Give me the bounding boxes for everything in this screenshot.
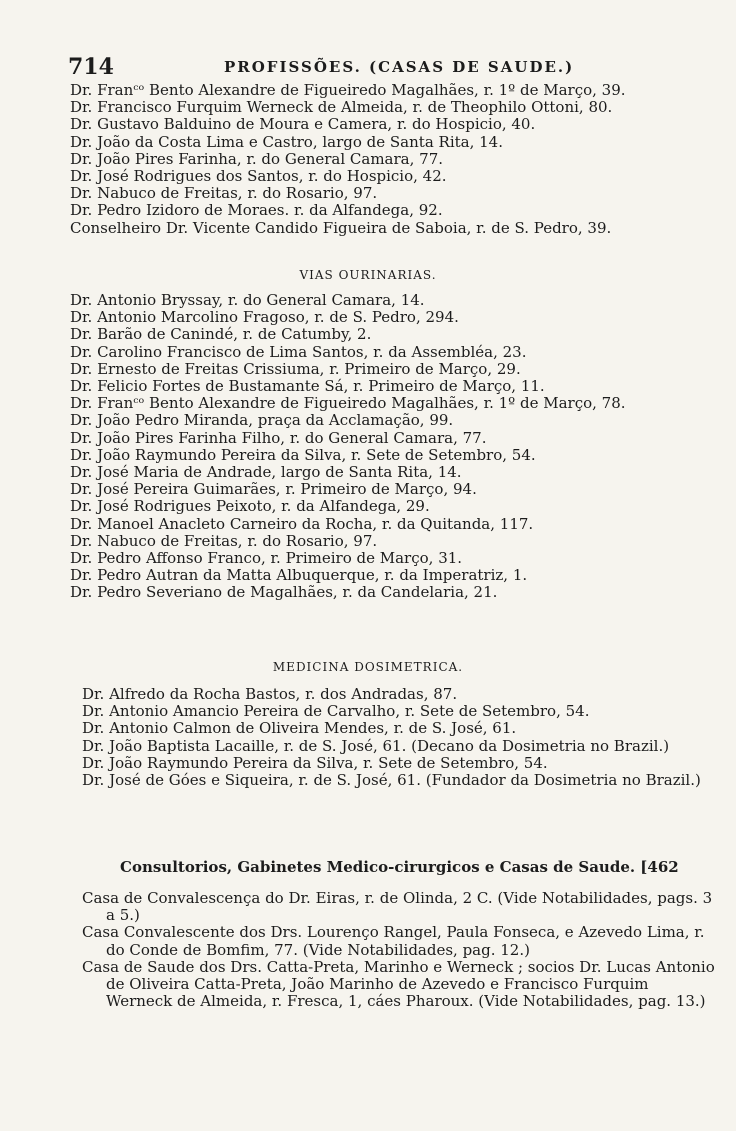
list-item: Dr. Pedro Autran da Matta Albuquerque, r. da Imperatriz, 1. xyxy=(70,566,528,585)
section-heading-medicina-dosimetrica: MEDICINA DOSIMETRICA. xyxy=(272,660,464,674)
list-item: Dr. José Pereira Guimarães, r. Primeiro de Março, 94. xyxy=(70,480,477,499)
list-item: Dr. Francisco Furquim Werneck de Almeida, r. de Theophilo Ottoni, 80. xyxy=(70,98,613,117)
list-item: Dr. Antonio Bryssay, r. do General Camara, 14. xyxy=(70,291,425,309)
section-heading-vias-ourinarias: VIAS OURINARIAS. xyxy=(299,268,437,282)
list-item: Dr. Antonio Marcolino Fragoso, r. de S. Pedro, 294. xyxy=(70,308,459,327)
list-item: Dr. Nabuco de Freitas, r. do Rosario, 97. xyxy=(70,531,378,550)
page-header xyxy=(68,50,718,78)
list-item: Dr. Pedro Izidoro de Moraes. r. da Alfandega, 92. xyxy=(70,201,443,220)
list-item: Dr. Nabuco de Freitas, r. do Rosario, 97. xyxy=(70,184,378,203)
list-medicina-dosimetrica xyxy=(82,686,718,789)
list-item: Dr. João Raymundo Pereira da Silva, r. Sete de Setembro, 54. xyxy=(82,753,548,772)
list-item: Dr. Barão de Canindé, r. de Catumby, 2. xyxy=(70,325,372,344)
list-item: Dr. José Rodrigues Peixoto, r. da Alfandega, 29. xyxy=(70,497,430,516)
list-item: Dr. José de Góes e Siqueira, r. de S. José, 61. (Fundador da Dosimetria no Brazil.) xyxy=(82,771,701,790)
list-item: Dr. Carolino Francisco de Lima Santos, r. da Assembléa, 23. xyxy=(70,342,527,361)
list-item: Conselheiro Dr. Vicente Candido Figueira de Saboia, r. de S. Pedro, 39. xyxy=(70,218,612,237)
list-item: Dr. João Pedro Miranda, praça da Acclamação, 99. xyxy=(70,411,454,430)
list-vias-ourinarias xyxy=(70,292,720,602)
list-item: Dr. João da Costa Lima e Castro, largo de Santa Rita, 14. xyxy=(70,132,503,151)
list-item: Dr. João Raymundo Pereira da Silva, r. Sete de Setembro, 54. xyxy=(70,445,536,464)
list-item: Casa de Saude dos Drs. Catta-Preta, Marinho e Werneck ; socios Dr. Lucas Antonio de Oliveira Catta-Preta, João Marinho de Azevedo e Francisco Furquim Werneck de Almeida, r. Fresca, 1, cáes Pharoux. (Vide Notabilidades, pag. 13.) xyxy=(82,957,715,1011)
list-item: Dr. Antonio Calmon de Oliveira Mendes, r. de S. José, 61. xyxy=(82,719,517,738)
list-item: Dr. Alfredo da Rocha Bastos, r. dos Andradas, 87. xyxy=(82,685,458,703)
list-item: Dr. João Baptista Lacaille, r. de S. José, 61. (Decano da Dosimetria no Brazil.) xyxy=(82,736,670,755)
list-item: Dr. João Pires Farinha Filho, r. do General Camara, 77. xyxy=(70,428,487,447)
running-title: PROFISSÕES. (CASAS DE SAUDE.) xyxy=(224,58,575,76)
list-item: Dr. Pedro Severiano de Magalhães, r. da Candelaria, 21. xyxy=(70,583,498,602)
list-item: Dr. Felicio Fortes de Bustamante Sá, r. Primeiro de Março, 11. xyxy=(70,377,545,396)
list-item: Casa de Convalescença do Dr. Eiras, r. de Olinda, 2 C. (Vide Notabilidades, pags. 3 a 5.) xyxy=(82,889,713,925)
list-item: Dr. Franᶜᵒ Bento Alexandre de Figueiredo Magalhães, r. 1º de Março, 39. xyxy=(70,81,626,99)
section-heading-consultorios: Consultorios, Gabinetes Medico-cirurgicos e Casas de Saude. [462 xyxy=(120,858,679,876)
page-number: 714 xyxy=(68,54,114,80)
list-item: Casa Convalescente dos Drs. Lourenço Rangel, Paula Fonseca, e Azevedo Lima, r. do Conde de Bomfim, 77. (Vide Notabilidades, pag. 12.) xyxy=(82,923,705,959)
list-consultorios xyxy=(82,890,718,1010)
list-item: Dr. José Maria de Andrade, largo de Santa Rita, 14. xyxy=(70,463,462,482)
list-item: Dr. José Rodrigues dos Santos, r. do Hospicio, 42. xyxy=(70,167,447,186)
list-item: Dr. Pedro Affonso Franco, r. Primeiro de Março, 31. xyxy=(70,549,463,568)
list-item: Dr. Gustavo Balduino de Moura e Camera, r. do Hospicio, 40. xyxy=(70,115,536,134)
list-item: Dr. Antonio Amancio Pereira de Carvalho, r. Sete de Setembro, 54. xyxy=(82,702,590,721)
list-item: Dr. Franᶜᵒ Bento Alexandre de Figueiredo Magalhães, r. 1º de Março, 78. xyxy=(70,394,626,413)
list-general xyxy=(70,82,720,237)
list-item: Dr. Manoel Anacleto Carneiro da Rocha, r. da Quitanda, 117. xyxy=(70,514,534,533)
list-item: Dr. Ernesto de Freitas Crissiuma, r. Primeiro de Março, 29. xyxy=(70,359,521,378)
list-item: Dr. João Pires Farinha, r. do General Camara, 77. xyxy=(70,149,444,168)
